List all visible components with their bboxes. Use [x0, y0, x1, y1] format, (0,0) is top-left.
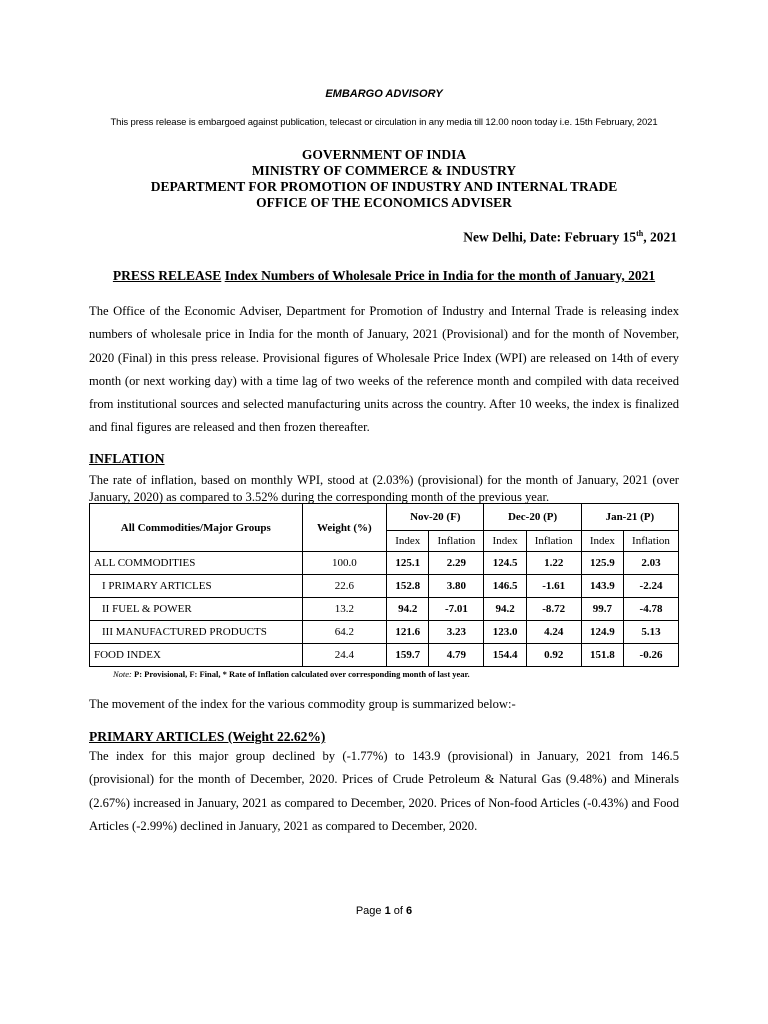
cell-value: 121.6: [387, 621, 429, 644]
header-group: All Commodities/Major Groups: [90, 504, 303, 552]
dateline-prefix: New Delhi, Date: February 15: [463, 229, 637, 245]
table-header-row: [90, 504, 679, 531]
row-name: I PRIMARY ARTICLES: [90, 575, 303, 598]
dateline-sup: th: [636, 229, 644, 238]
cell-value: -1.61: [526, 575, 581, 598]
press-release-label: PRESS RELEASE: [112, 268, 222, 283]
cell-value: 125.9: [581, 552, 623, 575]
cell-value: 124.5: [484, 552, 526, 575]
cell-value: -0.26: [624, 644, 679, 667]
header-weight: Weight (%): [302, 504, 387, 552]
row-weight: 13.2: [302, 598, 387, 621]
embargo-note: This press release is embargoed against publication, telecast or circulation in any media till 12.00 noon today i.e. 15th February, 2021: [110, 117, 658, 128]
cell-value: -8.72: [526, 598, 581, 621]
primary-articles-paragraph: The index for this major group declined by (-1.77%) to 143.9 (provisional) in January, 2021 from 146.5 (provisional) for the month of December, 2020. Prices of Crude Petroleum & Natural Gas (9.48%) and Minerals (2.67%) increased in January, 2021 as compared to December, 2020. Prices of Non-food Articles (-0.43%) and Food Articles (-2.99%) declined in January, 2021 as compared to December, 2020.: [89, 749, 679, 833]
table-row: [90, 598, 679, 621]
subheader-inflation: Inflation: [429, 531, 484, 552]
dateline-suffix: , 2021: [643, 229, 677, 245]
row-weight: 24.4: [302, 644, 387, 667]
movement-text: The movement of the index for the various commodity group is summarized below:-: [89, 697, 516, 711]
cell-value: 4.79: [429, 644, 484, 667]
page-label: Page: [355, 905, 382, 917]
table-row: [90, 644, 679, 667]
row-name: ALL COMMODITIES: [90, 552, 303, 575]
inflation-heading: INFLATION: [89, 451, 165, 466]
row-name: FOOD INDEX: [90, 644, 303, 667]
cell-value: 151.8: [581, 644, 623, 667]
cell-value: 154.4: [484, 644, 526, 667]
page-footer: [0, 905, 768, 917]
cell-value: 94.2: [387, 598, 429, 621]
cell-value: -2.24: [624, 575, 679, 598]
subheader-index: Index: [581, 531, 623, 552]
cell-value: 3.80: [429, 575, 484, 598]
org-office: OFFICE OF THE ECONOMICS ADVISER: [256, 195, 512, 210]
cell-value: 5.13: [624, 621, 679, 644]
cell-value: 4.24: [526, 621, 581, 644]
cell-value: 143.9: [581, 575, 623, 598]
cell-value: 1.22: [526, 552, 581, 575]
cell-value: 123.0: [484, 621, 526, 644]
table-note-text: P: Provisional, F: Final, * Rate of Inflation calculated over corresponding month of last year.: [134, 669, 470, 679]
inflation-paragraph: The rate of inflation, based on monthly WPI, stood at (2.03%) (provisional) for the month of January, 2021 (over January, 2020) as compared to 3.52% during the corresponding month of the previous year.: [89, 473, 679, 504]
subheader-inflation: Inflation: [526, 531, 581, 552]
page-of-label: of: [393, 905, 403, 917]
table-row: [90, 621, 679, 644]
cell-value: 125.1: [387, 552, 429, 575]
table-row: [90, 552, 679, 575]
org-government: GOVERNMENT OF INDIA: [301, 147, 467, 162]
cell-value: 99.7: [581, 598, 623, 621]
header-period: Nov-20 (F): [387, 504, 484, 531]
press-release-title: [0, 268, 768, 284]
cell-value: 94.2: [484, 598, 526, 621]
header-period: Jan-21 (P): [581, 504, 678, 531]
cell-value: 2.29: [429, 552, 484, 575]
press-release-subject: Index Numbers of Wholesale Price in India for the month of January, 2021: [224, 268, 656, 283]
embargo-title: EMBARGO ADVISORY: [325, 88, 443, 100]
subheader-index: Index: [387, 531, 429, 552]
cell-value: 146.5: [484, 575, 526, 598]
subheader-inflation: Inflation: [624, 531, 679, 552]
table-note-label: Note:: [113, 669, 132, 679]
row-weight: 64.2: [302, 621, 387, 644]
cell-value: 0.92: [526, 644, 581, 667]
cell-value: -4.78: [624, 598, 679, 621]
dateline: [463, 229, 677, 246]
wpi-table: [89, 503, 679, 667]
cell-value: 2.03: [624, 552, 679, 575]
subheader-index: Index: [484, 531, 526, 552]
cell-value: 159.7: [387, 644, 429, 667]
page-total: 6: [406, 905, 413, 917]
cell-value: 152.8: [387, 575, 429, 598]
intro-paragraph: The Office of the Economic Adviser, Department for Promotion of Industry and Internal Trade is releasing index numbers of wholesale price in India for the month of January, 2021 (Provisional) and for the month of November, 2020 (Final) in this press release. Provisional figures of Wholesale Price Index (WPI) are released on 14th of every month (or next working day) with a time lag of two weeks of the reference month and compiled with data received from institutional sources and selected manufacturing units across the country. After 10 weeks, the index is finalized and final figures are released and then frozen thereafter.: [89, 304, 679, 435]
row-weight: 100.0: [302, 552, 387, 575]
table-note: [113, 669, 470, 679]
row-name: III MANUFACTURED PRODUCTS: [90, 621, 303, 644]
org-ministry: MINISTRY OF COMMERCE & INDUSTRY: [251, 163, 517, 178]
cell-value: 3.23: [429, 621, 484, 644]
primary-articles-heading: PRIMARY ARTICLES (Weight 22.62%): [89, 729, 326, 744]
table-row: [90, 575, 679, 598]
cell-value: 124.9: [581, 621, 623, 644]
row-weight: 22.6: [302, 575, 387, 598]
row-name: II FUEL & POWER: [90, 598, 303, 621]
cell-value: -7.01: [429, 598, 484, 621]
header-period: Dec-20 (P): [484, 504, 581, 531]
page-number: 1: [384, 905, 391, 917]
org-department: DEPARTMENT FOR PROMOTION OF INDUSTRY AND INTERNAL TRADE: [150, 179, 618, 194]
